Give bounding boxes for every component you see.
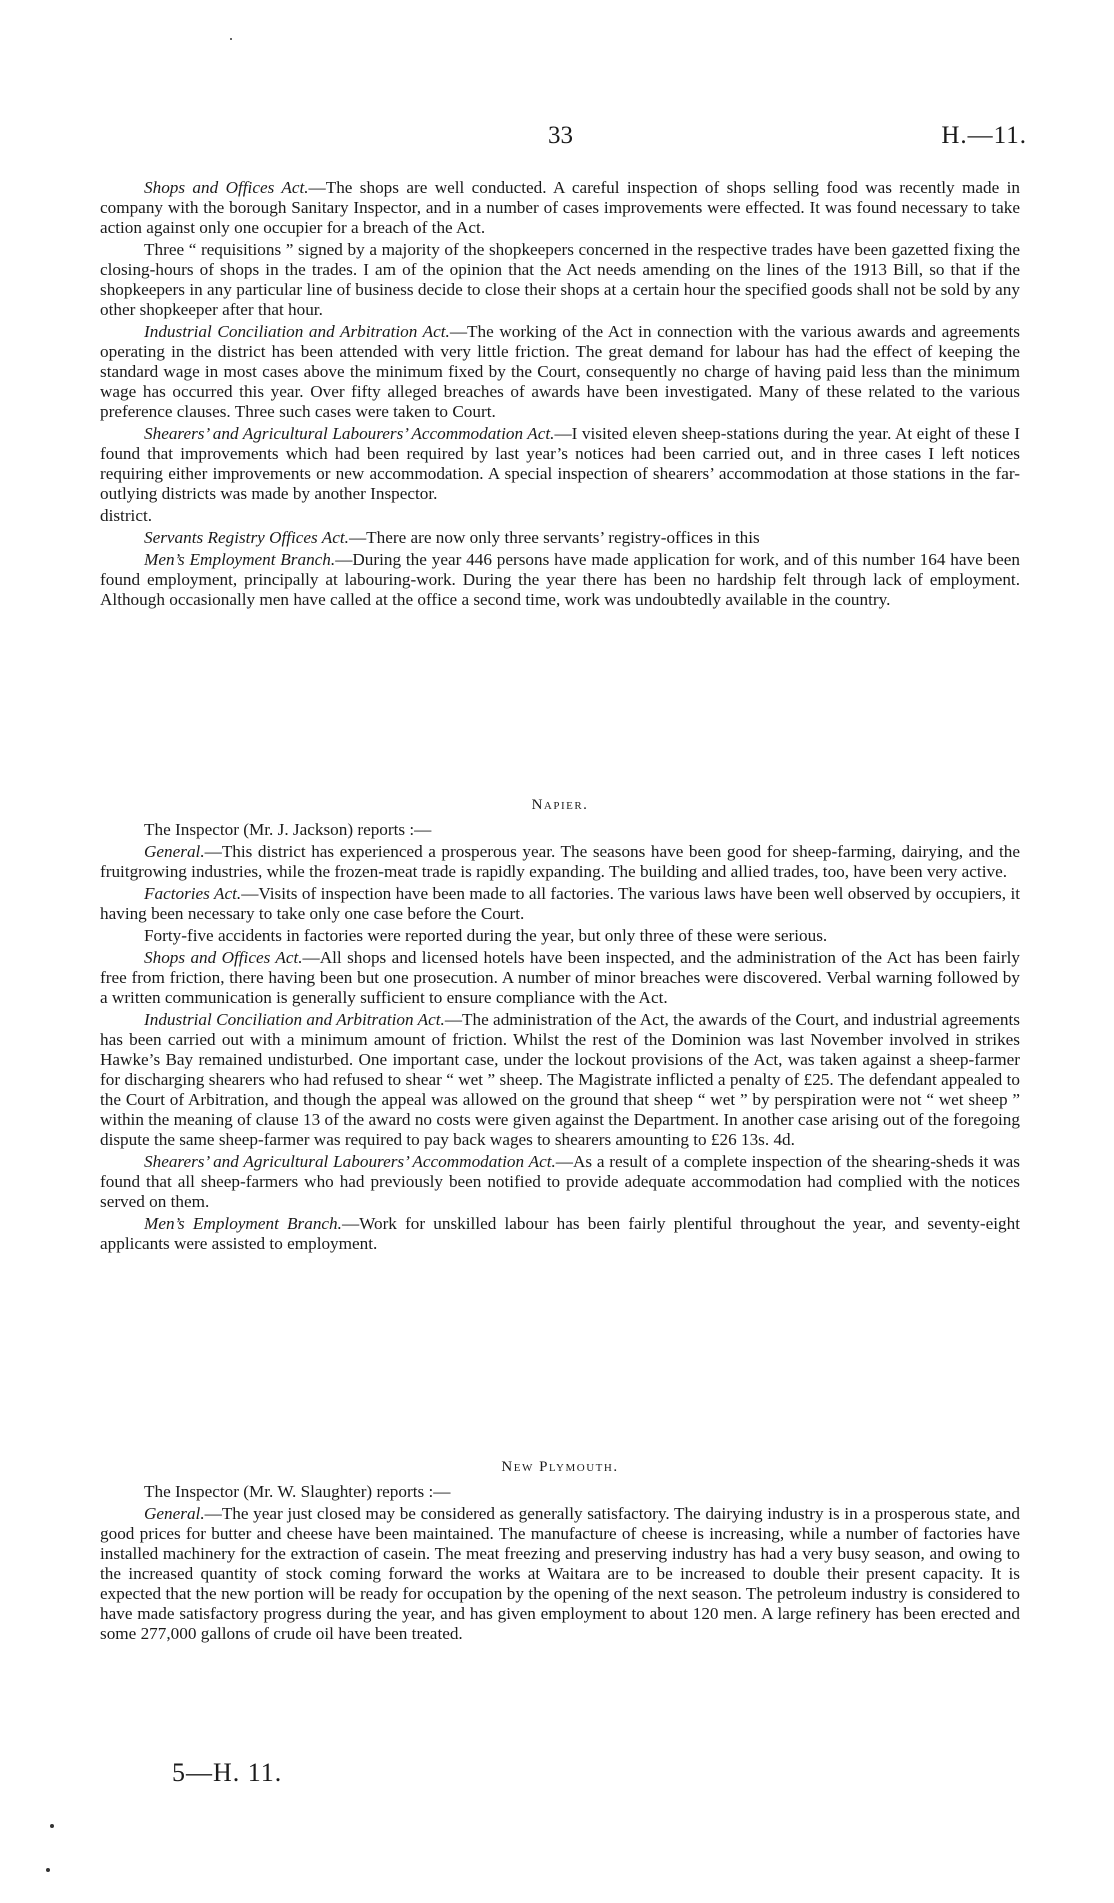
paragraph-shearers	[100, 1152, 1020, 1212]
paragraph-accidents	[100, 926, 1020, 946]
paragraph-lead: General.	[144, 842, 205, 861]
paragraph-lead: Shops and Offices Act.	[144, 178, 309, 197]
section-new-plymouth	[100, 1459, 1020, 1646]
speck-mark	[230, 38, 232, 40]
paragraph-text: —All shops and licensed hotels have been inspected, and the administration of the Act has been fairly free from friction, there having been but one prosecution. A number of minor breaches were discovered. Verbal warning followed by a written communication is generally sufficient to ensure compliance with the Act.	[100, 948, 1020, 1007]
paragraph-text: —During the year 446 persons have made application for work, and of this number 164 have been found employment, principally at labouring-work. During the year there has been no hardship felt through lack of employment. Although occasionally men have called at the office a second time, work was undoubtedly available in the country.	[100, 550, 1020, 609]
paragraph-text: —The administration of the Act, the awards of the Court, and industrial agreements has been carried out with a minimum amount of friction. Whilst the rest of the Dominion was last November involved in strikes Hawke’s Bay remained undisturbed. One important case, under the lockout provisions of the Act, was taken against a sheep-farmer for discharging shearers who had refused to shear “ wet ” sheep. The Magistrate inflicted a penalty of £25. The defendant appealed to the Court of Arbitration, and though the appeal was allowed on the ground that sheep “ wet ” by perspiration were not “ wet sheep ” within the meaning of clause 13 of the award no costs were given against the Department. In another case arising out of the foregoing dispute the same sheep-farmer was required to pay back wages to shearers amounting to £26 13s. 4d.	[100, 1010, 1020, 1149]
paragraph-text: —I visited eleven sheep-stations during the year. At eight of these I found that improvements which had been required by last year’s notices had been carried out, and in three cases I left notices requiring either improvements or new accommodation. A special inspection of shearers’ accommodation at those stations in the far-outlying districts was made by another Inspector.	[100, 424, 1020, 503]
speck-mark	[50, 1824, 54, 1828]
paragraph-text: —This district has experienced a prosperous year. The seasons have been good for sheep-farming, dairying, and the fruitgrowing industries, while the frozen-meat trade is rapidly expanding. The building and allied trades, too, have been very active.	[100, 842, 1020, 881]
paragraph-inspector-intro	[100, 1482, 1020, 1502]
paragraph-text: Forty-five accidents in factories were reported during the year, but only three of these were serious.	[144, 926, 828, 945]
paragraph-text: —The working of the Act in connection with the various awards and agreements operating in the district has been attended with very little friction. The great demand for labour has had the effect of keeping the standard wage in most cases above the minimum fixed by the Court, consequently no charge of having paid less than the minimum wage has occurred this year. Over fifty alleged breaches of awards have been investigated. Many of these related to the various preference clauses. Three such cases were taken to Court.	[100, 322, 1020, 421]
footer-signature: 5—H. 11.	[172, 1758, 283, 1787]
paragraph-factories	[100, 884, 1020, 924]
paragraph-requisitions	[100, 240, 1020, 320]
paragraph-industrial-conciliation	[100, 322, 1020, 422]
paragraph-lead: Shearers’ and Agricultural Labourers’ Accommodation Act.	[144, 1152, 556, 1171]
paragraph-lead: Servants Registry Offices Act.	[144, 528, 349, 547]
speck-mark	[46, 1868, 50, 1872]
paragraph-text: —As a result of a complete inspection of the shearing-sheds it was found that all sheep-farmers who had previously been notified to provide adequate accommodation had complied with the notices served on them.	[100, 1152, 1020, 1211]
paragraph-lead: Shearers’ and Agricultural Labourers’ Accommodation Act.	[144, 424, 555, 443]
section-top	[100, 178, 1020, 612]
paragraph-lead: Industrial Conciliation and Arbitration Act.	[144, 322, 450, 341]
paragraph-lead: Industrial Conciliation and Arbitration Act.	[144, 1010, 445, 1029]
paragraph-text: district.	[100, 506, 153, 525]
section-heading-new-plymouth: New Plymouth.	[501, 1459, 619, 1475]
paragraph-text: —The year just closed may be considered as generally satisfactory. The dairying industry is in a prosperous state, and good prices for butter and cheese have been maintained. The manufacture of cheese is increasing, while a number of factories have installed machinery for the extraction of casein. The meat freezing and preserving industry has had a very busy season, and owing to the increased quantity of stock coming forward the works at Waitara are to be increased to double their present capacity. It is expected that the new portion will be ready for occupation by the opening of the next season. The petroleum industry is considered to have made satisfactory progress during the year, and has given employment to about 120 men. A large refinery has been erected and some 277,000 gallons of crude oil have been treated.	[100, 1504, 1020, 1643]
paragraph-lead: Shops and Offices Act.	[144, 948, 303, 967]
paragraph-general	[100, 842, 1020, 882]
paragraph-text: The Inspector (Mr. W. Slaughter) reports :—	[144, 1482, 451, 1501]
paragraph-servants-registry	[100, 528, 1020, 548]
paragraph-district-fragment	[100, 506, 1020, 526]
paragraph-lead: General.	[144, 1504, 205, 1523]
section-heading-napier: Napier.	[531, 797, 589, 813]
paragraph-shearers	[100, 424, 1020, 504]
paragraph-text: —The shops are well conducted. A careful inspection of shops selling food was recently made in company with the borough Sanitary Inspector, and in a number of cases improvements were effected. It was found necessary to take action against only one occupier for a breach of the Act.	[100, 178, 1020, 237]
paragraph-shops-offices	[100, 948, 1020, 1008]
document-reference: H.—11.	[941, 122, 1027, 149]
paragraph-text: —Visits of inspection have been made to all factories. The various laws have been well observed by occupiers, it having been necessary to take only one case before the Court.	[100, 884, 1020, 923]
paragraph-shops-offices	[100, 178, 1020, 238]
page-number: 33	[548, 122, 573, 149]
paragraph-lead: Factories Act.	[144, 884, 242, 903]
section-napier	[100, 797, 1020, 1256]
paragraph-industrial-conciliation	[100, 1010, 1020, 1150]
paragraph-lead: Men’s Employment Branch.	[144, 1214, 342, 1233]
paragraph-text: —There are now only three servants’ registry-offices in this	[348, 528, 760, 547]
paragraph-general	[100, 1504, 1020, 1644]
paragraph-text: —Work for unskilled labour has been fairly plentiful throughout the year, and seventy-eight applicants were assisted to employment.	[100, 1214, 1020, 1253]
paragraph-text: Three “ requisitions ” signed by a majority of the shopkeepers concerned in the respective trades have been gazetted fixing the closing-hours of shops in the trades. I am of the opinion that the Act needs amending on the lines of the 1913 Bill, so that if the shopkeepers in any particular line of business decide to close their shops at a certain hour the specified goods shall not be sold by any other shopkeeper after that hour.	[100, 240, 1020, 319]
paragraph-lead: Men’s Employment Branch.	[144, 550, 336, 569]
paragraph-mens-employment	[100, 550, 1020, 610]
paragraph-text: The Inspector (Mr. J. Jackson) reports :—	[144, 820, 432, 839]
paragraph-mens-employment	[100, 1214, 1020, 1254]
paragraph-inspector-intro	[100, 820, 1020, 840]
